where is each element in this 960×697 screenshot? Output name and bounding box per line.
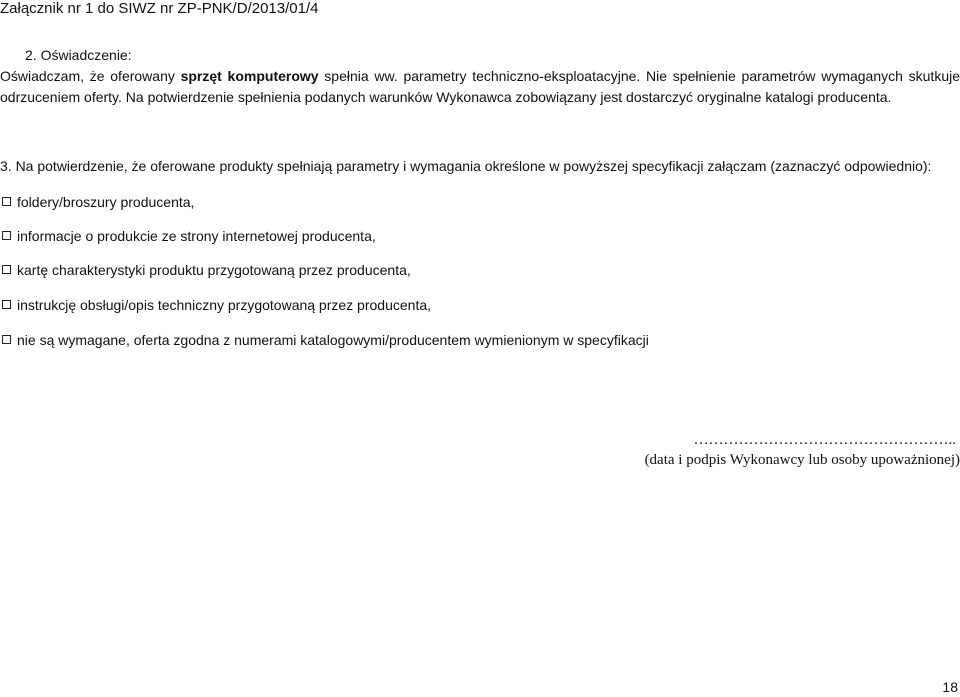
checkbox-square-icon[interactable]: [2, 335, 11, 344]
signature-caption: (data i podpis Wykonawcy lub osoby upoważnionej): [644, 452, 960, 468]
statement-bold-subject: sprzęt komputerowy: [180, 68, 319, 84]
checkbox-item[interactable]: [0, 332, 649, 348]
checkbox-label: instrukcję obsługi/opis techniczny przygotowaną przez producenta,: [17, 297, 432, 313]
statement-line-2: odrzuceniem oferty. Na potwierdzenie spełnienia podanych warunków Wykonawca zobowiązany jest dostarczyć oryginalne katalogi producenta.: [0, 89, 892, 105]
checkbox-square-icon[interactable]: [2, 300, 11, 309]
checkbox-label: nie są wymagane, oferta zgodna z numerami katalogowymi/producentem wymienionym w specyfikacji: [17, 332, 649, 348]
statement-text-end: spełnia ww. parametry techniczno-eksploatacyjne. Nie spełnienie parametrów wymaganych skutkuje: [318, 68, 960, 84]
statement-paragraph: [0, 66, 960, 108]
signature-line: ……………………………………………..: [693, 432, 956, 448]
checkbox-square-icon[interactable]: [2, 265, 11, 274]
checkbox-label: informacje o produkcie ze strony internetowej producenta,: [17, 228, 376, 244]
section-2-title: 2. Oświadczenie:: [25, 47, 132, 63]
section-3-text: 3. Na potwierdzenie, że oferowane produkty spełniają parametry i wymagania określone w powyższej specyfikacji załączam (zaznaczyć odpowiednio):: [0, 158, 932, 174]
checkbox-item[interactable]: [0, 194, 194, 210]
statement-line-1: [0, 66, 960, 87]
document-header: Załącznik nr 1 do SIWZ nr ZP-PNK/D/2013/01/4: [0, 0, 319, 17]
page-number: 18: [942, 679, 958, 695]
checkbox-label: foldery/broszury producenta,: [17, 194, 195, 210]
checkbox-square-icon[interactable]: [2, 231, 11, 240]
checkbox-item[interactable]: [0, 228, 376, 244]
statement-text-start: Oświadczam, że oferowany: [0, 68, 181, 84]
checkbox-label: kartę charakterystyki produktu przygotowaną przez producenta,: [17, 262, 411, 278]
checkbox-square-icon[interactable]: [2, 197, 11, 206]
checkbox-item[interactable]: [0, 297, 431, 313]
checkbox-item[interactable]: [0, 262, 411, 278]
